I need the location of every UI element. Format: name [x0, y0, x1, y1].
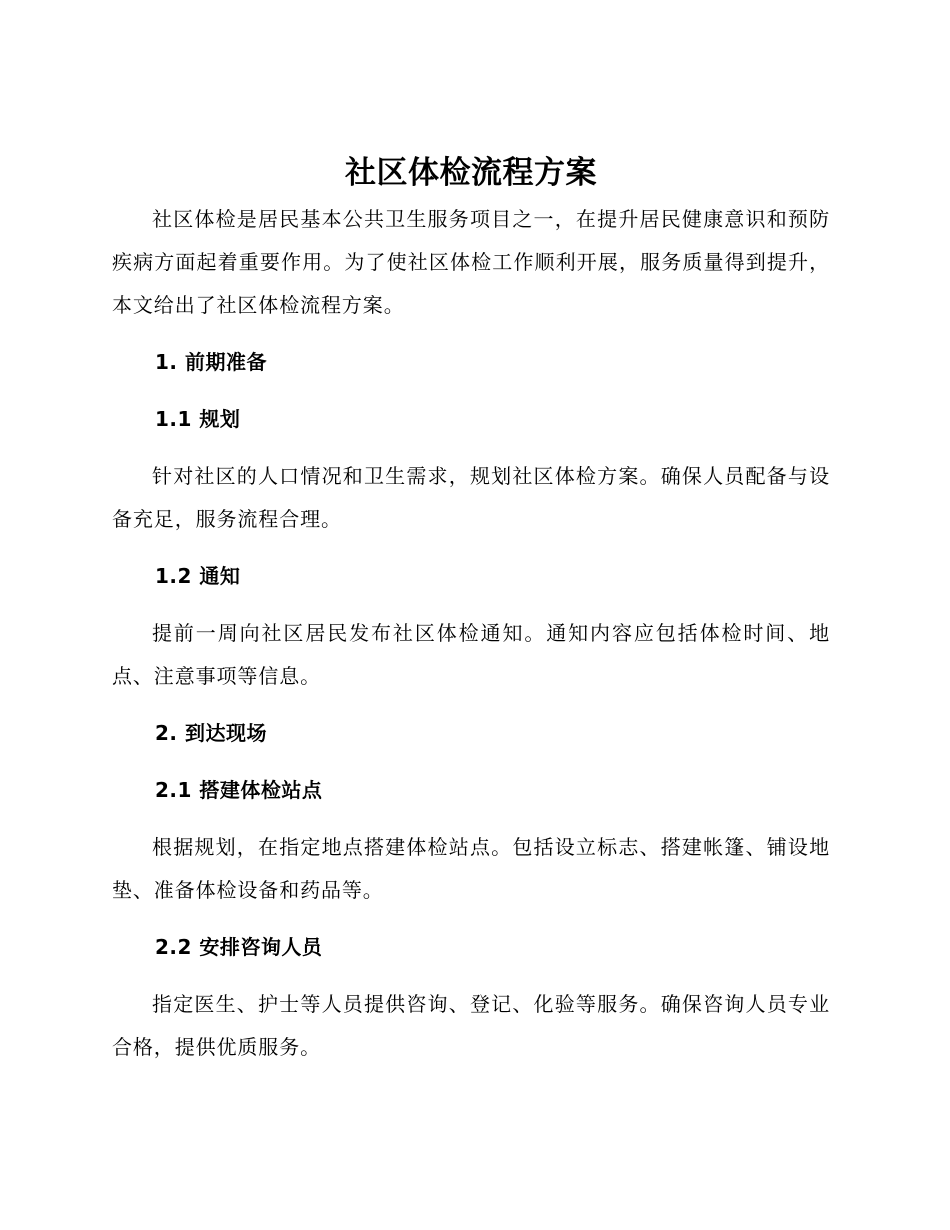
section-heading: 2. 到达现场 — [155, 721, 267, 745]
subsection-heading: 2.1 搭建体检站点 — [155, 778, 323, 802]
body-paragraph: 提前一周向社区居民发布社区体检通知。通知内容应包括体检时间、地点、注意事项等信息。 — [112, 621, 830, 688]
section-heading: 1. 前期准备 — [155, 350, 267, 374]
body-paragraph: 根据规划，在指定地点搭建体检站点。包括设立标志、搭建帐篷、铺设地垫、准备体检设备和药品等。 — [112, 835, 830, 902]
spacer — [112, 812, 830, 826]
subsection-heading: 2.2 安排咨询人员 — [155, 935, 323, 959]
spacer — [112, 969, 830, 983]
document-title: 社区体检流程方案 — [345, 155, 597, 191]
intro-paragraph: 社区体检是居民基本公共卫生服务项目之一，在提升居民健康意识和预防疾病方面起着重要作用。为了使社区体检工作顺利开展，服务质量得到提升，本文给出了社区体检流程方案。 — [112, 207, 830, 317]
spacer — [112, 755, 830, 769]
subsection-heading: 1.2 通知 — [155, 564, 241, 588]
spacer — [112, 912, 830, 926]
spacer — [112, 327, 830, 341]
spacer — [112, 441, 830, 455]
body-paragraph: 针对社区的人口情况和卫生需求，规划社区体检方案。确保人员配备与设备充足，服务流程合理。 — [112, 464, 830, 531]
spacer — [112, 698, 830, 712]
spacer — [112, 541, 830, 555]
body-paragraph: 指定医生、护士等人员提供咨询、登记、化验等服务。确保咨询人员专业合格，提供优质服务。 — [112, 992, 830, 1059]
subsection-heading: 1.1 规划 — [155, 407, 241, 431]
document-page — [112, 148, 830, 1069]
spacer — [112, 384, 830, 398]
spacer — [112, 598, 830, 612]
